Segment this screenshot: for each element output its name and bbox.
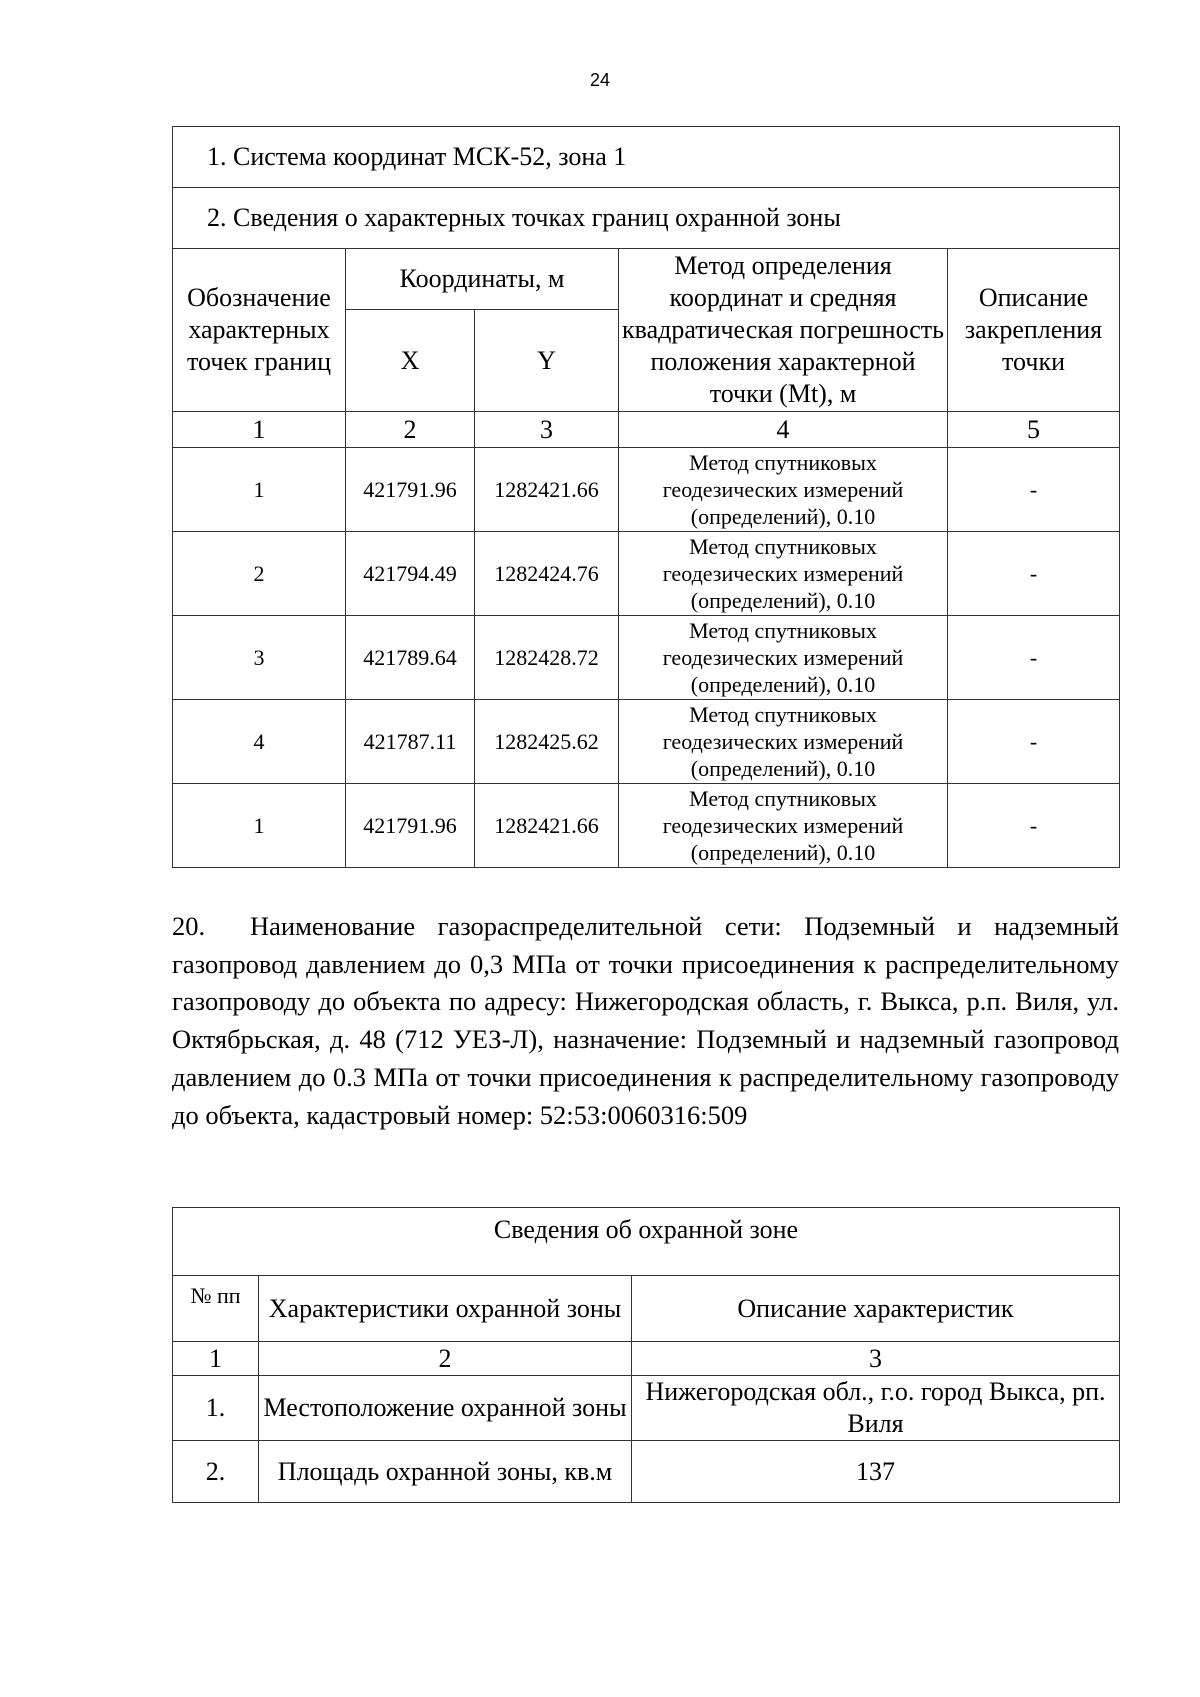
row-number: 2. (173, 1441, 259, 1503)
column-number: 1 (173, 1342, 259, 1376)
table-row (173, 616, 1120, 700)
point-id: 4 (173, 700, 346, 784)
header-coordinates: Координаты, м (346, 249, 619, 310)
point-description: - (948, 448, 1120, 532)
coord-x: 421794.49 (346, 532, 475, 616)
method-text: Метод спутниковых геодезических измерений (определений), 0.10 (619, 616, 948, 700)
column-number: 3 (632, 1342, 1120, 1376)
header-point-designation: Обозначение характерных точек границ (173, 249, 346, 412)
characteristic-name: Площадь охранной зоны, кв.м (259, 1441, 632, 1503)
coord-y: 1282428.72 (475, 616, 619, 700)
point-id: 1 (173, 448, 346, 532)
column-numbers-row (173, 1342, 1120, 1376)
table-row (173, 1376, 1120, 1441)
column-number: 4 (619, 412, 948, 448)
point-id: 2 (173, 532, 346, 616)
row-number: 1. (173, 1376, 259, 1441)
column-numbers-row (173, 412, 1120, 448)
header-num: № пп (173, 1276, 259, 1342)
characteristic-value: 137 (632, 1441, 1120, 1503)
table-row (173, 448, 1120, 532)
table-row (173, 532, 1120, 616)
header-y: Y (475, 310, 619, 412)
page-number: 24 (589, 70, 611, 90)
column-number: 3 (475, 412, 619, 448)
header-characteristics-description: Описание характеристик (632, 1276, 1120, 1342)
protection-zone-table (172, 1207, 1120, 1503)
point-description: - (948, 700, 1120, 784)
point-description: - (948, 532, 1120, 616)
coord-x: 421787.11 (346, 700, 475, 784)
point-description: - (948, 784, 1120, 868)
column-number: 1 (173, 412, 346, 448)
column-number: 2 (259, 1342, 632, 1376)
paragraph-number: 20. (172, 911, 206, 941)
column-number: 2 (346, 412, 475, 448)
method-text: Метод спутниковых геодезических измерений (определений), 0.10 (619, 784, 948, 868)
point-id: 1 (173, 784, 346, 868)
coord-x: 421791.96 (346, 784, 475, 868)
table-row (173, 700, 1120, 784)
method-text: Метод спутниковых геодезических измерений (определений), 0.10 (619, 700, 948, 784)
point-description: - (948, 616, 1120, 700)
header-method: Метод определения координат и средняя квадратическая погрешность положения характерной точки (Mt), м (619, 249, 948, 412)
coord-x: 421789.64 (346, 616, 475, 700)
column-number: 5 (948, 412, 1120, 448)
coord-y: 1282421.66 (475, 784, 619, 868)
coord-y: 1282421.66 (475, 448, 619, 532)
characteristic-name: Местоположение охранной зоны (259, 1376, 632, 1441)
boundary-points-info-row: 2. Сведения о характерных точках границ охранной зоны (173, 188, 1120, 249)
coord-y: 1282424.76 (475, 532, 619, 616)
coord-x: 421791.96 (346, 448, 475, 532)
method-text: Метод спутниковых геодезических измерений (определений), 0.10 (619, 448, 948, 532)
characteristic-value: Нижегородская обл., г.о. город Выкса, рп. Виля (632, 1376, 1120, 1441)
gas-network-paragraph (172, 908, 1119, 1134)
coordinate-system-row: 1. Система координат МСК-52, зона 1 (173, 127, 1120, 188)
header-description: Описание закрепления точки (948, 249, 1120, 412)
zone-table-title: Сведения об охранной зоне (173, 1208, 1120, 1276)
header-characteristics: Характеристики охранной зоны (259, 1276, 632, 1342)
method-text: Метод спутниковых геодезических измерений (определений), 0.10 (619, 532, 948, 616)
boundary-points-table (172, 126, 1120, 868)
header-x: X (346, 310, 475, 412)
table-row (173, 1441, 1120, 1503)
table-row (173, 784, 1120, 868)
paragraph-text: Наименование газораспределительной сети: Подземный и надземный газопровод давлением до 0,3 МПа от точки присоединения к распределительному газопроводу до объекта по адресу: Нижегородская область, г. Выкса, р.п. Виля, ул. Октябрьская, д. 48 (712 УЕЗ-Л), назначение: Подземный и надземный газопровод давлением до 0.3 МПа от точки присоединения к распределительному газопроводу до объекта, кадастровый номер: 52:53:0060316:509 (172, 911, 1119, 1130)
coord-y: 1282425.62 (475, 700, 619, 784)
point-id: 3 (173, 616, 346, 700)
